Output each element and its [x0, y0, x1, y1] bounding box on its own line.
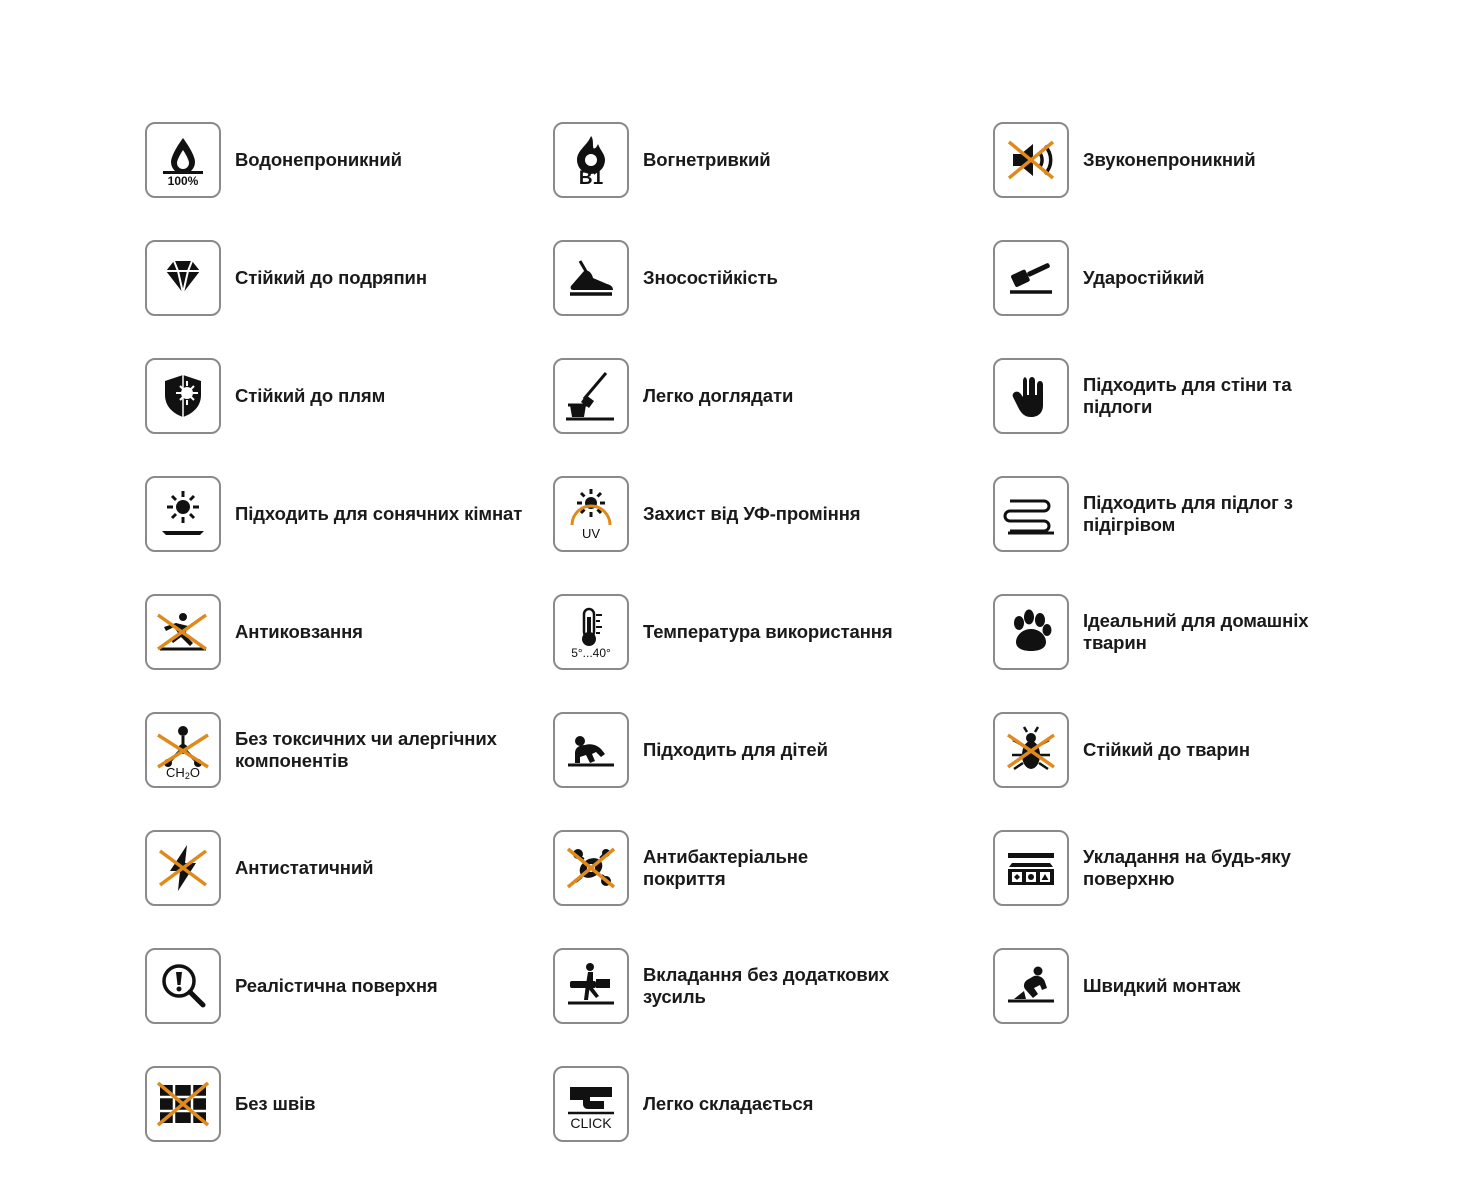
seams-crossed-icon [145, 1066, 221, 1142]
ch2o-crossed-icon [145, 712, 221, 788]
lightning-crossed-icon [145, 830, 221, 906]
feature-label: Стійкий до плям [235, 385, 386, 407]
muted-speaker-icon [993, 122, 1069, 198]
insect-crossed-icon [993, 712, 1069, 788]
crawling-child-icon [553, 712, 629, 788]
flame-b1-icon [553, 122, 629, 198]
thermometer-icon [553, 594, 629, 670]
feature-label: Підходить для підлог з підігрівом [1083, 492, 1293, 535]
feature-stain-resistant [145, 346, 553, 446]
feature-label: Температура використання [643, 621, 893, 643]
icon-text-uv: UV [581, 526, 601, 541]
feature-label: Легко складається [643, 1093, 814, 1115]
feature-easy-care [553, 346, 993, 446]
feature-label: Укладання на будь-яку поверхню [1083, 846, 1291, 889]
feature-label: Реалістична поверхня [235, 975, 438, 997]
feature-sunny-rooms [145, 464, 553, 564]
feature-label: Вогнетривкий [643, 149, 771, 171]
feature-label: Швидкий монтаж [1083, 975, 1241, 997]
feature-label: Антиковзання [235, 621, 363, 643]
feature-label: Без швів [235, 1093, 316, 1115]
feature-effortless-laying [553, 936, 993, 1036]
hand-icon [993, 358, 1069, 434]
feature-fireproof [553, 110, 993, 210]
feature-soundproof [993, 110, 1345, 210]
feature-label: Підходить для дітей [643, 739, 828, 761]
feature-uv-protection [553, 464, 993, 564]
feature-impact-resistant [993, 228, 1345, 328]
feature-easy-click [553, 1054, 993, 1154]
feature-label: Стійкий до тварин [1083, 739, 1250, 761]
feature-seamless [145, 1054, 553, 1154]
feature-antistatic [145, 818, 553, 918]
feature-label: Вкладання без додаткових зусиль [643, 964, 890, 1007]
installer-person-icon [553, 948, 629, 1024]
feature-label: Антибактеріальне покриття [643, 846, 809, 889]
feature-label: Антистатичний [235, 857, 374, 879]
magnifier-exclamation-icon [145, 948, 221, 1024]
feature-label: Підходить для стіни та підлоги [1083, 374, 1292, 417]
kneeling-installer-icon [993, 948, 1069, 1024]
feature-label: Підходить для сонячних кімнат [235, 503, 523, 525]
feature-non-toxic [145, 700, 553, 800]
svg-text:CH2O: CH2O [166, 765, 200, 781]
feature-label: Стійкий до подряпин [235, 267, 427, 289]
feature-label: Ідеальний для домашніх тварин [1083, 610, 1309, 653]
feature-label: Ударостійкий [1083, 267, 1205, 289]
icon-text-100: 100% [167, 174, 199, 188]
heating-coil-icon [993, 476, 1069, 552]
slipping-person-crossed-icon [145, 594, 221, 670]
feature-insect-resistant [993, 700, 1345, 800]
feature-underfloor-heating [993, 464, 1345, 564]
feature-label: Захист від УФ-проміння [643, 503, 861, 525]
feature-label: Звуконепроникний [1083, 149, 1256, 171]
click-lock-icon [553, 1066, 629, 1142]
feature-waterproof [145, 110, 553, 210]
feature-label: Легко доглядати [643, 385, 794, 407]
paw-icon [993, 594, 1069, 670]
hammer-icon [993, 240, 1069, 316]
feature-antibacterial [553, 818, 993, 918]
feature-fast-install [993, 936, 1345, 1036]
feature-wear-resistant [553, 228, 993, 328]
sun-over-floor-icon [145, 476, 221, 552]
diamond-icon [145, 240, 221, 316]
layered-surface-icon [993, 830, 1069, 906]
feature-any-surface [993, 818, 1345, 918]
icon-text-b1: B1 [578, 168, 604, 189]
sun-uv-icon [553, 476, 629, 552]
icon-text-click: CLICK [570, 1115, 612, 1131]
feature-icon-grid [145, 110, 1345, 1172]
feature-label: Без токсичних чи алергічних компонентів [235, 728, 497, 771]
feature-label: Водонепроникний [235, 149, 402, 171]
bacteria-crossed-icon [553, 830, 629, 906]
mop-bucket-icon [553, 358, 629, 434]
feature-child-friendly [553, 700, 993, 800]
icon-text-temperature: 5°...40° [571, 646, 611, 660]
feature-use-temperature [553, 582, 993, 682]
shield-splash-icon [145, 358, 221, 434]
shoe-step-icon [553, 240, 629, 316]
feature-label: Зносостійкість [643, 267, 778, 289]
feature-realistic-surface [145, 936, 553, 1036]
feature-wall-and-floor [993, 346, 1345, 446]
feature-anti-slip [145, 582, 553, 682]
feature-scratch-resistant [145, 228, 553, 328]
water-drop-100-icon [145, 122, 221, 198]
feature-pet-friendly [993, 582, 1345, 682]
